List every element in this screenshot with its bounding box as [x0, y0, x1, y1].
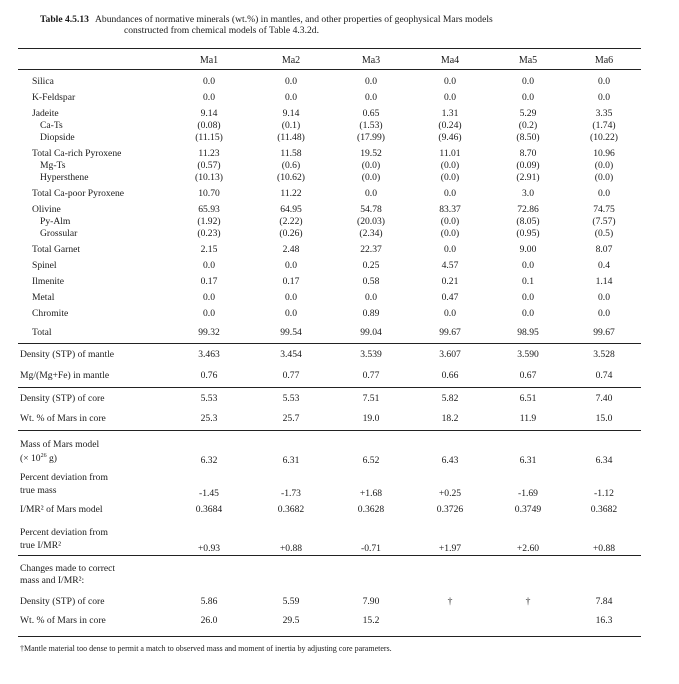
table-cell: 0.0 [444, 308, 456, 319]
table-cell: (11.15) [195, 132, 223, 143]
table-cell: (0.0) [440, 228, 460, 239]
table-cell: 4.57 [441, 260, 459, 271]
table-cell: 0.0 [285, 92, 297, 103]
table-cell: 7.84 [595, 596, 613, 607]
table-cell: 3.539 [360, 349, 382, 360]
table-cell: +0.25 [438, 488, 462, 499]
table-cell: 99.32 [198, 327, 220, 338]
table-cell: (11.48) [277, 132, 305, 143]
table-cell: 0.0 [203, 308, 215, 319]
row-label: Total Ca-poor Pyroxene [32, 188, 125, 199]
row-label: Mg/(Mg+Fe) in mantle [20, 370, 110, 381]
table-cell: 22.37 [360, 244, 382, 255]
table-cell: 9.00 [519, 244, 537, 255]
table-cell: 11.9 [519, 413, 537, 424]
table-cell: (0.09) [516, 160, 540, 171]
table-cell: 3.35 [595, 108, 613, 119]
table-cell: (0.26) [279, 228, 303, 239]
table-cell: 0.0 [203, 76, 215, 87]
table-cell: 0.0 [598, 188, 610, 199]
table-cell: 99.54 [280, 327, 302, 338]
row-label: Spinel [32, 260, 57, 271]
row-label-continued: (× $10^{26}$ g) [20, 452, 57, 464]
table-cell: 3.463 [198, 349, 220, 360]
table-cell: 3.607 [439, 349, 461, 360]
table-cell: -0.71 [361, 543, 381, 554]
caption-line-2: constructed from chemical models of Table 4.3.2d. [124, 25, 319, 36]
table-cell: 15.0 [595, 413, 613, 424]
table-cell: 10.96 [593, 148, 615, 159]
table-cell: 3.528 [593, 349, 615, 360]
table-cell: 0.65 [362, 108, 380, 119]
table-cell: 1.31 [441, 108, 459, 119]
table-cell: +1.68 [359, 488, 383, 499]
column-header: Ma4 [440, 55, 460, 66]
mantle-section-rule [18, 343, 641, 344]
table-cell: +0.88 [279, 543, 303, 554]
table-cell: 0.0 [285, 76, 297, 87]
table-cell: 0.76 [200, 370, 218, 381]
table-cell: 3.454 [280, 349, 302, 360]
table-cell: 65.93 [198, 204, 220, 215]
table-cell: 0.3628 [357, 504, 385, 515]
row-label: K-Feldspar [32, 92, 76, 103]
row-label: Wt. % of Mars in core [20, 413, 106, 424]
row-label: Silica [32, 76, 54, 87]
column-header: Ma6 [594, 55, 614, 66]
top-rule [18, 48, 641, 49]
row-label: Density (STP) of core [20, 393, 105, 404]
table-cell: 0.25 [362, 260, 380, 271]
table-cell: 0.3749 [514, 504, 542, 515]
table-cell: (1.92) [197, 216, 221, 227]
table-cell: 26.0 [200, 615, 218, 626]
row-label-continued: mass and I/MR²: [20, 575, 85, 586]
table-cell: (0.57) [197, 160, 221, 171]
table-cell: 0.0 [203, 92, 215, 103]
row-label: Total [32, 327, 52, 338]
table-cell: 72.86 [517, 204, 539, 215]
model-section-rule [18, 430, 641, 431]
table-cell: 0.66 [441, 370, 459, 381]
table-cell: 19.0 [362, 413, 380, 424]
table-cell: (0.0) [440, 160, 460, 171]
row-label: Density (STP) of core [20, 596, 105, 607]
bottom-rule [18, 636, 641, 637]
row-label: Jadeite [32, 108, 59, 119]
row-label: Chromite [32, 308, 69, 319]
table-cell: 5.29 [519, 108, 537, 119]
table-cell: 0.3682 [277, 504, 305, 515]
table-cell: 5.86 [200, 596, 218, 607]
table-cell: 6.43 [441, 455, 459, 466]
table-cell: 0.0 [444, 188, 456, 199]
table-cell: (1.53) [359, 120, 383, 131]
row-label-continued: true mass [20, 485, 57, 496]
table-footnote: †Mantle material too dense to permit a match to observed mass and moment of inertia by adjusting core parameters. [20, 644, 392, 653]
table-cell: (0.95) [516, 228, 540, 239]
table-cell: † [447, 596, 453, 607]
table-cell: 18.2 [441, 413, 459, 424]
table-cell: (0.0) [440, 216, 460, 227]
row-label: Diopside [40, 132, 75, 143]
table-cell: 0.3684 [195, 504, 223, 515]
row-label-continued: true I/MR² [20, 540, 61, 551]
table-cell: (0.08) [197, 120, 221, 131]
table-cell: (10.22) [590, 132, 618, 143]
column-header: Ma5 [518, 55, 538, 66]
table-cell: 99.67 [593, 327, 615, 338]
table-cell: 0.1 [522, 276, 534, 287]
table-cell: 0.77 [282, 370, 300, 381]
row-label: I/MR² of Mars model [20, 504, 103, 515]
header-rule [18, 69, 641, 70]
table-cell: 0.17 [282, 276, 300, 287]
table-cell: (1.74) [592, 120, 616, 131]
table-cell: 9.14 [200, 108, 218, 119]
table-cell: 54.78 [360, 204, 382, 215]
table-cell: 0.0 [522, 76, 534, 87]
table-cell: 99.04 [360, 327, 382, 338]
table-cell: 0.0 [598, 92, 610, 103]
row-label: Changes made to correct [20, 563, 116, 574]
row-label: Total Ca-rich Pyroxene [32, 148, 122, 159]
table-cell: 11.23 [198, 148, 220, 159]
table-cell: 16.3 [595, 615, 613, 626]
table-cell: -1.73 [281, 488, 301, 499]
table-cell: (0.5) [594, 228, 614, 239]
row-label: Olivine [32, 204, 61, 215]
table-cell: (0.0) [361, 172, 381, 183]
table-cell: 0.0 [365, 76, 377, 87]
table-cell: 19.52 [360, 148, 382, 159]
table-cell: 6.31 [282, 455, 300, 466]
table-cell: +1.97 [438, 543, 462, 554]
row-label: Hypersthene [40, 172, 89, 183]
table-cell: 2.15 [200, 244, 218, 255]
table-cell: -1.12 [594, 488, 614, 499]
table-cell: 6.32 [200, 455, 218, 466]
table-number: Table 4.5.13 [40, 14, 89, 25]
table-cell: 0.0 [598, 76, 610, 87]
table-cell: 0.0 [598, 308, 610, 319]
table-cell: (0.0) [440, 172, 460, 183]
table-cell: (10.62) [277, 172, 305, 183]
table-cell: (0.1) [281, 120, 301, 131]
table-cell: 0.0 [203, 260, 215, 271]
row-label: Density (STP) of mantle [20, 349, 115, 360]
table-cell: (0.6) [281, 160, 301, 171]
table-cell: 10.70 [198, 188, 220, 199]
table-cell: 7.40 [595, 393, 613, 404]
column-header: Ma1 [199, 55, 219, 66]
table-cell: 7.90 [362, 596, 380, 607]
table-cell: (0.2) [518, 120, 538, 131]
row-label: Metal [32, 292, 55, 303]
table-cell: (9.46) [438, 132, 462, 143]
row-label: Total Garnet [32, 244, 81, 255]
table-cell: (0.23) [197, 228, 221, 239]
table-cell: 11.58 [280, 148, 302, 159]
table-cell: 0.0 [285, 292, 297, 303]
table-cell: (2.91) [516, 172, 540, 183]
table-cell: 0.0 [522, 308, 534, 319]
core-section-rule [18, 387, 641, 388]
table-cell: 6.34 [595, 455, 613, 466]
table-cell: 74.75 [593, 204, 615, 215]
table-cell: 8.07 [595, 244, 613, 255]
table-cell: 0.0 [365, 292, 377, 303]
table-cell: (20.03) [357, 216, 385, 227]
row-label: Ilmenite [32, 276, 64, 287]
table-cell: 0.0 [522, 292, 534, 303]
table-cell: 29.5 [282, 615, 300, 626]
table-cell: 1.14 [595, 276, 613, 287]
table-cell: (0.0) [594, 160, 614, 171]
table-cell: 5.53 [282, 393, 300, 404]
table-cell: 0.47 [441, 292, 459, 303]
table-cell: 0.0 [444, 76, 456, 87]
table-cell: 0.77 [362, 370, 380, 381]
column-header: Ma2 [281, 55, 301, 66]
table-cell: 8.70 [519, 148, 537, 159]
table-cell: 0.17 [200, 276, 218, 287]
table-cell: 25.7 [282, 413, 300, 424]
table-cell: (0.0) [594, 172, 614, 183]
table-cell: (0.0) [361, 160, 381, 171]
table-cell: +0.88 [592, 543, 616, 554]
table-cell: 2.48 [282, 244, 300, 255]
column-header: Ma3 [361, 55, 381, 66]
table-cell: 6.52 [362, 455, 380, 466]
table-cell: 0.4 [598, 260, 610, 271]
table-cell: 3.590 [517, 349, 539, 360]
table-cell: (10.13) [195, 172, 223, 183]
table-cell: 6.51 [519, 393, 537, 404]
table-cell: 64.95 [280, 204, 302, 215]
table-cell: 3.0 [522, 188, 534, 199]
table-cell: 99.67 [439, 327, 461, 338]
table-cell: 6.31 [519, 455, 537, 466]
table-cell: -1.45 [199, 488, 219, 499]
table-cell: 15.2 [362, 615, 380, 626]
table-cell: 9.14 [282, 108, 300, 119]
row-label: Mass of Mars model [20, 439, 100, 450]
table-cell: 0.67 [519, 370, 537, 381]
row-label: Percent deviation from [20, 527, 108, 538]
table-cell: 0.0 [522, 260, 534, 271]
row-label: Ca-Ts [40, 120, 63, 131]
table-cell: (8.50) [516, 132, 540, 143]
table-cell: 0.0 [365, 188, 377, 199]
row-label: Mg-Ts [40, 160, 66, 171]
table-cell: 0.74 [595, 370, 613, 381]
table-cell: (17.99) [357, 132, 385, 143]
table-cell: 0.58 [362, 276, 380, 287]
row-label: Py-Alm [40, 216, 71, 227]
table-cell: 0.0 [598, 292, 610, 303]
table-cell: 7.51 [362, 393, 380, 404]
table-cell: 0.0 [285, 308, 297, 319]
table-cell: -1.69 [518, 488, 538, 499]
table-cell: 11.22 [280, 188, 302, 199]
table-cell: 0.0 [444, 244, 456, 255]
row-label: Wt. % of Mars in core [20, 615, 106, 626]
table-cell: (8.05) [516, 216, 540, 227]
corrections-section-rule [18, 555, 641, 556]
table-cell: 0.21 [441, 276, 459, 287]
row-label: Percent deviation from [20, 472, 108, 483]
table-cell: +2.60 [516, 543, 540, 554]
table-cell: 5.59 [282, 596, 300, 607]
table-cell: 5.82 [441, 393, 459, 404]
table-cell: 98.95 [517, 327, 539, 338]
table-cell: 0.3726 [436, 504, 464, 515]
table-cell: (2.34) [359, 228, 383, 239]
caption-line-1: Abundances of normative minerals (wt.%) in mantles, and other properties of geophysical Mars models [94, 14, 493, 25]
table-cell: 25.3 [200, 413, 218, 424]
table-cell: 0.3682 [590, 504, 618, 515]
row-label: Grossular [40, 228, 78, 239]
table-cell: (7.57) [592, 216, 616, 227]
table-cell: 0.0 [365, 92, 377, 103]
table-cell: 0.0 [285, 260, 297, 271]
table-cell: (2.22) [279, 216, 303, 227]
table-cell: (0.24) [438, 120, 462, 131]
table-cell: 5.53 [200, 393, 218, 404]
table-cell: 0.0 [203, 292, 215, 303]
table-cell: 11.01 [439, 148, 461, 159]
table-cell: 83.37 [439, 204, 461, 215]
table-cell: +0.93 [197, 543, 221, 554]
table-cell: 0.89 [362, 308, 380, 319]
table-cell: 0.0 [522, 92, 534, 103]
table-cell: 0.0 [444, 92, 456, 103]
table-caption [40, 14, 640, 36]
table-cell: † [525, 596, 531, 607]
